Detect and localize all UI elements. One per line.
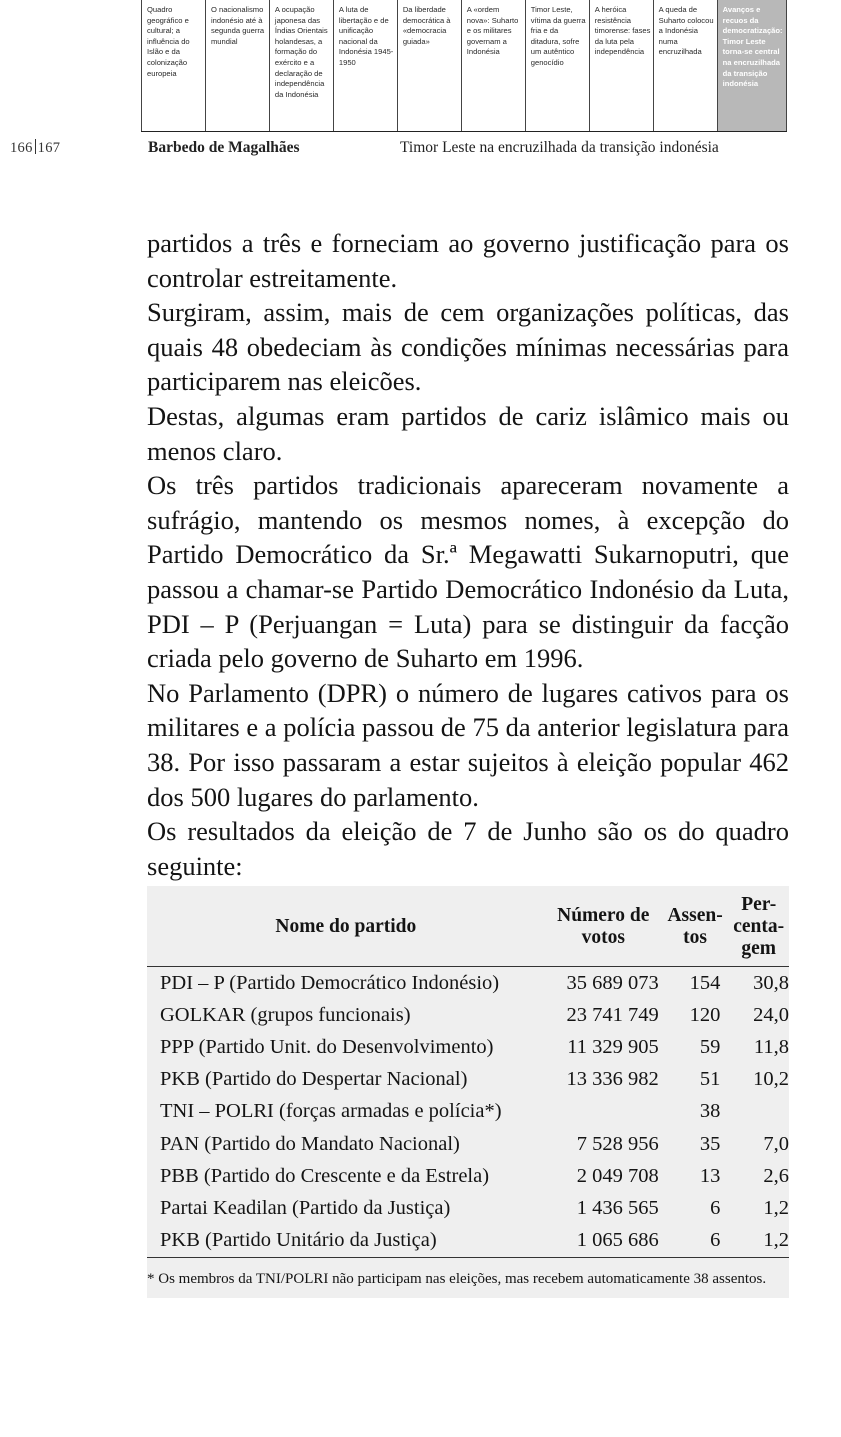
party-name: PBB (Partido do Crescente e da Estrela) [160,1164,490,1187]
timeline-cell-8: A heróica resistência timorense: fases da luta pela independência [589,0,653,131]
party-votes: 13 336 982 [566,1068,659,1091]
page-number-divider [35,139,36,154]
timeline-cell-2: O nacionalismo indonésio até à segunda guerra mundial [205,0,269,131]
party-percentage: 11,8 [753,1035,789,1058]
party-name: PPP (Partido Unit. do Desenvolvimento) [160,1035,494,1058]
party-votes: 1 436 565 [576,1196,659,1219]
party-votes: 35 689 073 [566,971,659,994]
table-row [147,1160,789,1192]
party-seats: 6 [662,1225,729,1258]
paragraph: Os resultados da eleição de 7 de Junho são os do quadro seguinte: [147,816,789,881]
table-row [147,1096,789,1128]
party-votes: 1 065 686 [545,1225,662,1258]
table-row [147,967,789,1000]
party-seats: 6 [710,1196,721,1219]
timeline-cell-5: Da liberdade democrática à «democracia guiada» [397,0,461,131]
party-votes: 2 049 708 [576,1164,659,1187]
party-seats: 38 [699,1100,721,1123]
party-percentage: 1,2 [728,1225,789,1258]
party-name: PKB (Partido Unitário da Justiça) [147,1225,545,1258]
author-name: Barbedo de Magalhães [148,139,300,156]
paragraph: No Parlamento (DPR) o número de lugares cativos para os militares e a polícia passou de 75 da anterior legislatura para 38. Por isso passaram a estar sujeitos à eleição popular 462 dos 500 lugares do parlamento. [147,677,789,812]
paragraph: Os três partidos tradicionais apareceram novamente a sufrágio, mantendo os mesmos nomes, à excepção do Partido Democrático da Sr.ª Megawatti Sukarnoputri, que passou a chamar-se Partido Democrático Indonésio da Luta, PDI – P (Perjuangan = Luta) para se distinguir da facção criada pelo governo de Suharto em 1996. [147,470,789,674]
table-row [147,1225,789,1258]
table-footnote: * Os membros da TNI/POLRI não participam nas eleições, mas recebem automaticamente 38 assentos. [147,1270,767,1287]
header-votes: Número de votos [545,886,662,967]
party-name: TNI – POLRI (forças armadas e polícia*) [160,1100,502,1123]
party-seats: 154 [689,971,721,994]
table-row [147,1192,789,1224]
party-votes: 23 741 749 [566,1003,659,1026]
party-percentage: 2,6 [763,1164,789,1187]
party-votes [545,1096,662,1128]
party-seats: 59 [699,1035,721,1058]
party-seats: 35 [699,1132,721,1155]
party-percentage: 30,8 [753,971,789,994]
table-row [147,1128,789,1160]
party-votes: 11 329 905 [567,1035,659,1058]
party-name: GOLKAR (grupos funcionais) [160,1003,411,1026]
timeline-cell-9: A queda de Suharto colocou a Indonésia numa encruzilhada [653,0,717,131]
party-seats: 51 [699,1068,721,1091]
paragraph: Destas, algumas eram partidos de cariz islâmico mais ou menos claro. [147,400,789,466]
table-row [147,999,789,1031]
party-percentage: 24,0 [753,1003,789,1026]
timeline-cell-6: A «ordem nova»: Suharto e os militares governam a Indonésia [461,0,525,131]
timeline-cell-4: A luta de libertação e de unificação nacional da Indonésia 1945-1950 [333,0,397,131]
timeline-cell-current-chapter: Avanços e recuos da democratização: Timor Leste torna-se central na encruzilhada da transição indonésia [717,0,787,131]
header-percentage: Per-centa-gem [728,886,789,967]
timeline-cell-1: Quadro geográfico e cultural; a influência do Islão e da colonização europeia [141,0,205,131]
party-name: PDI – P (Partido Democrático Indonésio) [160,971,500,994]
body-text [147,226,789,883]
page-numbers [10,139,60,157]
party-percentage [728,1096,789,1128]
running-header [0,137,841,167]
table-row [147,1031,789,1063]
table-row [147,1064,789,1096]
timeline-cell-3: A ocupação japonesa das Índias Orientais holandesas, a formação do exército e a declaração de independência da Indonésia [269,0,333,131]
timeline-cell-7: Timor Leste, vítima da guerra fria e da ditadura, sofre um autêntico genocídio [525,0,589,131]
header-seats: Assen-tos [662,886,729,967]
party-percentage: 10,2 [753,1068,789,1091]
page-number-left: 166 [10,140,33,156]
party-votes: 7 528 956 [576,1132,659,1155]
election-results-block [147,886,789,1298]
party-name: Partai Keadilan (Partido da Justiça) [160,1196,451,1219]
party-name: PKB (Partido do Despertar Nacional) [160,1068,468,1091]
party-seats: 13 [699,1164,721,1187]
party-seats: 120 [689,1003,721,1026]
chapter-timeline-strip [141,0,787,132]
paragraph: partidos a três e forneciam ao governo justificação para os controlar estreitamente. [147,228,789,293]
party-name: PAN (Partido do Mandato Nacional) [160,1132,460,1155]
party-percentage: 1,2 [763,1196,789,1219]
table-header-row [147,886,789,967]
paragraph: Surgiram, assim, mais de cem organizações políticas, das quais 48 obedeciam às condições mínimas necessárias para participarem nas eleicões. [147,297,789,397]
book-title: Timor Leste na encruzilhada da transição indonésia [400,139,719,156]
party-percentage: 7,0 [763,1132,789,1155]
page-number-right: 167 [37,140,61,156]
election-results-table [147,886,789,1258]
header-party-name: Nome do partido [147,886,545,967]
